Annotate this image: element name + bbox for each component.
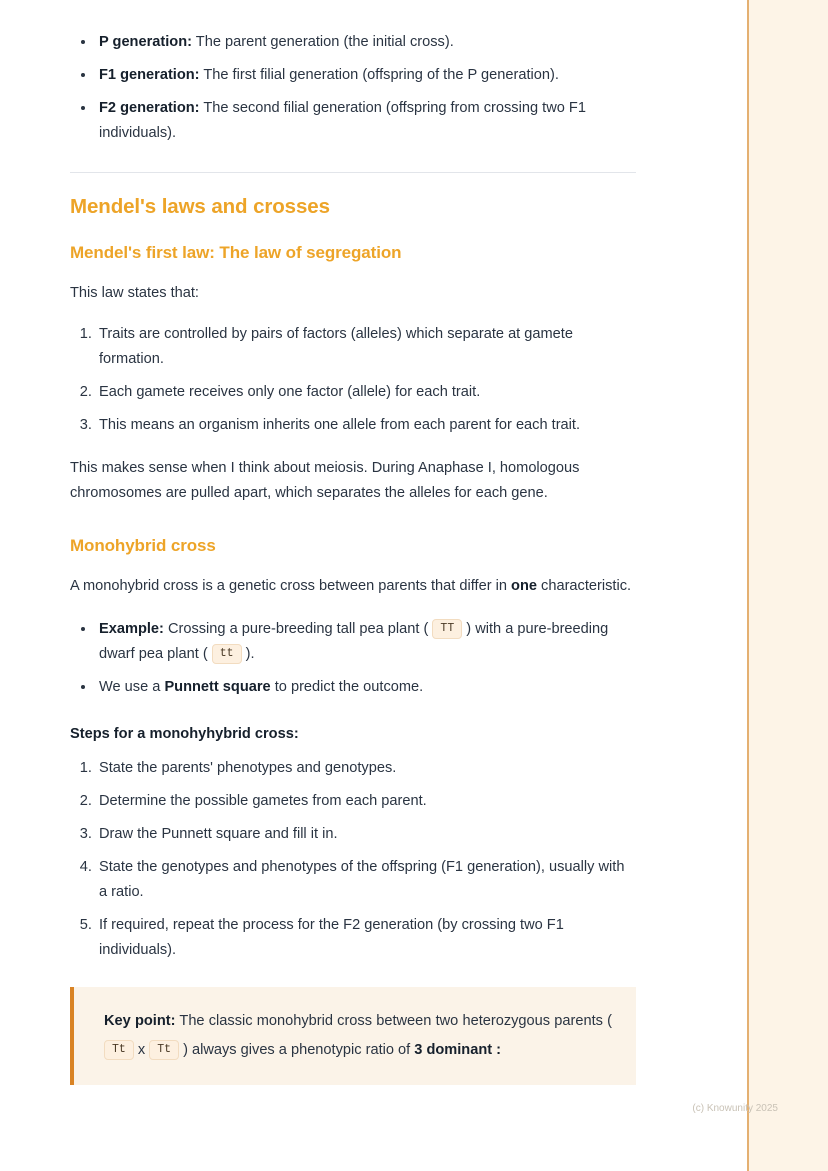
watermark: (c) Knowunity 2025 <box>692 1103 778 1114</box>
list-item: 2. Determine the possible gametes from each parent. <box>96 789 636 814</box>
definition-emphasis: one <box>511 578 537 594</box>
list-item: 3. This means an organism inherits one allele from each parent for each trait. <box>96 413 636 438</box>
list-item: 5. If required, repeat the process for the F2 generation (by crossing two F1 individuals). <box>96 913 636 963</box>
subsection-heading-monohybrid: Monohybrid cross <box>70 536 216 555</box>
key-point-cross-symbol: x <box>133 1042 150 1058</box>
glossary-term: F2 generation: <box>99 100 200 116</box>
punnett-text-pre: We use a <box>99 679 165 695</box>
example-text-2: ) with a pure-breeding dwarf pea plant ( <box>99 621 609 662</box>
section-heading: Mendel's laws and crosses <box>70 195 330 218</box>
list-item <box>96 675 636 700</box>
example-label: Example: <box>99 621 164 637</box>
definition-text-post: characteristic. <box>536 578 632 594</box>
document-content <box>70 30 636 1085</box>
glossary-term: P generation: <box>99 34 192 50</box>
genotype-code-tt-het-1: Tt <box>104 1040 134 1060</box>
list-item <box>96 30 636 55</box>
list-item: 4. State the genotypes and phenotypes of the offspring (F1 generation), usually with a ratio. <box>96 855 636 905</box>
key-point-text <box>104 1007 612 1065</box>
example-text-3: ). <box>241 646 255 662</box>
monohybrid-bullets <box>70 617 636 700</box>
genotype-code-tt-recessive: tt <box>212 644 242 664</box>
genotype-code-tt-dominant: TT <box>432 619 462 639</box>
key-point-label: Key point: <box>104 1013 176 1029</box>
punnett-term: Punnett square <box>164 679 271 695</box>
monohybrid-steps <box>70 756 636 963</box>
monohybrid-definition <box>70 574 636 599</box>
list-item: 2. Each gamete receives only one factor (allele) for each trait. <box>96 380 636 405</box>
glossary-term: F1 generation: <box>99 67 200 83</box>
list-item <box>96 96 636 146</box>
key-point-part-1: The classic monohybrid cross between two heterozygous parents ( <box>175 1013 612 1029</box>
glossary-definition: The first filial generation (offspring of the P generation). <box>199 67 559 83</box>
definition-text-pre: A monohybrid cross is a genetic cross between parents that differ in <box>70 578 512 594</box>
key-point-part-2: ) always gives a phenotypic ratio of <box>179 1042 415 1058</box>
key-point-ratio: 3 dominant : <box>414 1042 502 1058</box>
section-divider <box>70 172 636 173</box>
page-side-strip <box>748 0 828 1171</box>
steps-title: Steps for a monohyhybrid cross: <box>70 726 299 742</box>
page-side-strip-rule <box>747 0 749 1171</box>
list-item: 3. Draw the Punnett square and fill it in. <box>96 822 636 847</box>
first-law-points <box>70 322 636 438</box>
glossary-list <box>70 30 636 146</box>
example-text-1: Crossing a pure-breeding tall pea plant ( <box>163 621 433 637</box>
glossary-definition: The parent generation (the initial cross). <box>192 34 454 50</box>
list-item <box>96 63 636 88</box>
genotype-code-tt-het-2: Tt <box>149 1040 179 1060</box>
first-law-note: This makes sense when I think about meiosis. During Anaphase I, homologous chromosomes are pulled apart, which separates the alleles for each gene. <box>70 460 580 501</box>
first-law-intro: This law states that: <box>70 285 199 301</box>
list-item: 1. Traits are controlled by pairs of factors (alleles) which separate at gamete formation. <box>96 322 636 372</box>
list-item <box>96 617 636 667</box>
punnett-text-post: to predict the outcome. <box>270 679 424 695</box>
subsection-heading-first-law: Mendel's first law: The law of segregation <box>70 243 402 262</box>
list-item: 1. State the parents' phenotypes and genotypes. <box>96 756 636 781</box>
glossary-definition: The second filial generation (offspring from crossing two F1 individuals). <box>99 100 586 141</box>
key-point-callout <box>70 987 636 1085</box>
